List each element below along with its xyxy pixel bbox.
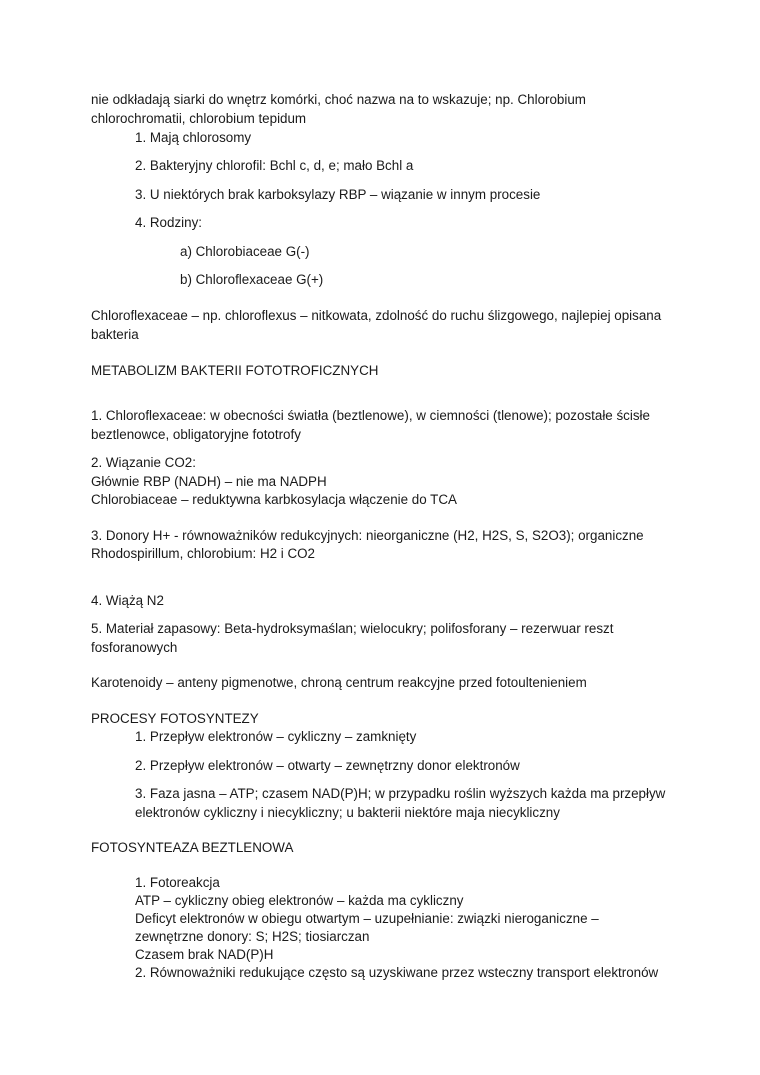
list-item: 1. Mają chlorosomy bbox=[135, 130, 252, 145]
list-item: 3. Faza jasna – ATP; czasem NAD(P)H; w przypadku roślin wyższych każda ma przepływ bbox=[135, 786, 666, 801]
text-line: Chloroflexaceae – np. chloroflexus – nitkowata, zdolność do ruchu ślizgowego, najlepiej opisana bbox=[91, 308, 662, 323]
list-item: zewnętrzne donory: S; H2S; tiosiarczan bbox=[135, 929, 370, 944]
section-heading: FOTOSYNTEAZA BEZTLENOWA bbox=[91, 840, 294, 855]
text-line: Głównie RBP (NADH) – nie ma NADPH bbox=[91, 474, 327, 489]
text-line: 1. Chloroflexaceae: w obecności światła (beztlenowe), w ciemności (tlenowe); pozostałe ścisłe bbox=[91, 408, 650, 423]
list-item: 1. Fotoreakcja bbox=[135, 875, 220, 890]
text-line: chlorochromatii, chlorobium tepidum bbox=[91, 111, 307, 126]
list-item: 2. Przepływ elektronów – otwarty – zewnętrzny donor elektronów bbox=[135, 758, 520, 773]
list-item: ATP – cykliczny obieg elektronów – każda ma cykliczny bbox=[135, 893, 464, 908]
list-item: 2. Równoważniki redukujące często są uzyskiwane przez wsteczny transport elektronów bbox=[135, 965, 659, 980]
text-line: beztlenowce, obligatoryjne fototrofy bbox=[91, 427, 301, 442]
list-item: Czasem brak NAD(P)H bbox=[135, 947, 274, 962]
list-item: 3. U niektórych brak karboksylazy RBP – wiązanie w innym procesie bbox=[135, 187, 541, 202]
sub-list-item: b) Chloroflexaceae G(+) bbox=[180, 272, 324, 287]
text-line: 2. Wiązanie CO2: bbox=[91, 455, 196, 470]
text-line: bakteria bbox=[91, 327, 139, 342]
text-line: Chlorobiaceae – reduktywna karbkosylacja włączenie do TCA bbox=[91, 492, 457, 507]
text-line: 4. Wiążą N2 bbox=[91, 593, 164, 608]
list-item: 4. Rodziny: bbox=[135, 215, 202, 230]
text-line: 5. Materiał zapasowy: Beta-hydroksymaślan; wielocukry; polifosforany – rezerwuar reszt bbox=[91, 621, 614, 636]
section-heading: METABOLIZM BAKTERII FOTOTROFICZNYCH bbox=[91, 363, 379, 378]
list-item: elektronów cykliczny i niecykliczny; u bakterii niektóre maja niecykliczny bbox=[135, 805, 560, 820]
list-item: 2. Bakteryjny chlorofil: Bchl c, d, e; mało Bchl a bbox=[135, 158, 414, 173]
text-line: Rhodospirillum, chlorobium: H2 i CO2 bbox=[91, 546, 316, 561]
text-line: fosforanowych bbox=[91, 640, 178, 655]
list-item: 1. Przepływ elektronów – cykliczny – zamknięty bbox=[135, 729, 417, 744]
text-line: nie odkładają siarki do wnętrz komórki, choć nazwa na to wskazuje; np. Chlorobium bbox=[91, 92, 586, 107]
text-line: Karotenoidy – anteny pigmenotwe, chroną centrum reakcyjne przed fotoultenieniem bbox=[91, 675, 587, 690]
section-heading: PROCESY FOTOSYNTEZY bbox=[91, 711, 259, 726]
list-item: Deficyt elektronów w obiegu otwartym – uzupełnianie: związki nieroganiczne – bbox=[135, 911, 599, 926]
text-line: 3. Donory H+ - równoważników redukcyjnych: nieorganiczne (H2, H2S, S, S2O3); organiczne bbox=[91, 528, 644, 543]
sub-list-item: a) Chlorobiaceae G(-) bbox=[180, 244, 310, 259]
